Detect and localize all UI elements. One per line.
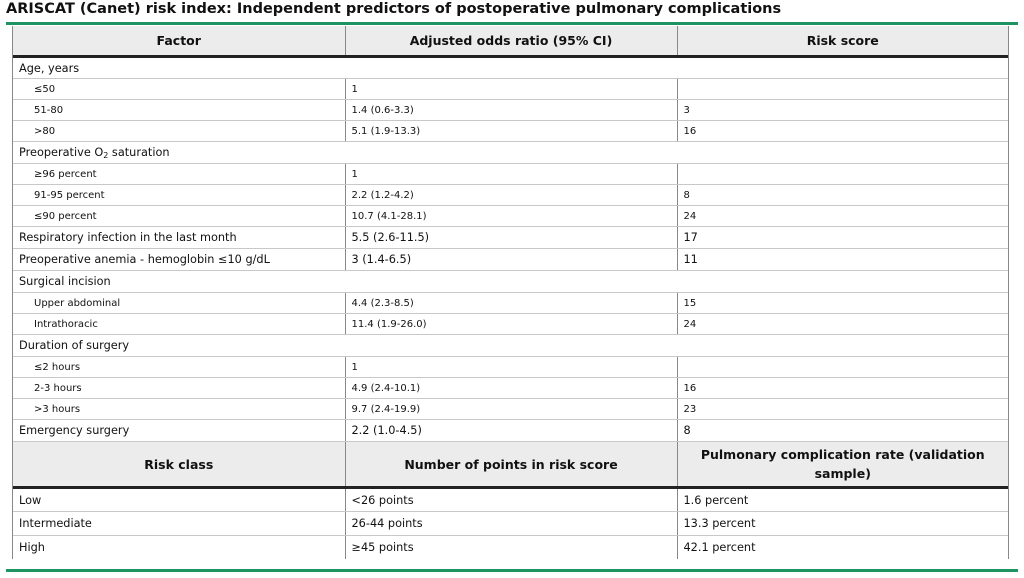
risk-score-cell: 11 bbox=[677, 249, 1008, 271]
category-label: Age, years bbox=[13, 57, 1008, 79]
top-accent-rule bbox=[6, 22, 1018, 25]
category-row-age bbox=[13, 57, 1008, 79]
odds-ratio-cell: 5.1 (1.9-13.3) bbox=[345, 121, 677, 142]
odds-ratio-cell: 3 (1.4-6.5) bbox=[345, 249, 677, 271]
risk-score-cell bbox=[677, 164, 1008, 185]
factor-cell: Upper abdominal bbox=[13, 293, 345, 314]
risk-score-cell bbox=[677, 357, 1008, 378]
points-cell: ≥45 points bbox=[345, 536, 677, 560]
header-risk-class: Risk class bbox=[13, 442, 345, 488]
table-row-emergency-surgery bbox=[13, 420, 1008, 442]
odds-ratio-cell: 1 bbox=[345, 164, 677, 185]
risk-score-cell: 3 bbox=[677, 100, 1008, 121]
odds-ratio-cell: 10.7 (4.1-28.1) bbox=[345, 206, 677, 227]
table-row-anemia bbox=[13, 249, 1008, 271]
predictors-header-row bbox=[13, 26, 1008, 57]
category-row-oxygen-saturation bbox=[13, 142, 1008, 164]
table-row bbox=[13, 357, 1008, 378]
odds-ratio-cell: 1 bbox=[345, 79, 677, 100]
table-row bbox=[13, 79, 1008, 100]
risk-score-cell: 24 bbox=[677, 314, 1008, 335]
factor-cell: >80 bbox=[13, 121, 345, 142]
risk-class-cell: Intermediate bbox=[13, 512, 345, 536]
ariscat-table bbox=[12, 26, 1009, 559]
header-risk-score: Risk score bbox=[677, 26, 1008, 57]
factor-cell: 51-80 bbox=[13, 100, 345, 121]
rate-cell: 13.3 percent bbox=[677, 512, 1008, 536]
header-factor: Factor bbox=[13, 26, 345, 57]
bottom-accent-rule bbox=[6, 569, 1018, 572]
rate-cell: 42.1 percent bbox=[677, 536, 1008, 560]
risk-score-cell bbox=[677, 79, 1008, 100]
table-row bbox=[13, 399, 1008, 420]
table-row bbox=[13, 378, 1008, 399]
factor-cell: Preoperative anemia - hemoglobin ≤10 g/dL bbox=[13, 249, 345, 271]
category-label: Surgical incision bbox=[13, 271, 1008, 293]
rate-cell: 1.6 percent bbox=[677, 488, 1008, 512]
factor-cell: >3 hours bbox=[13, 399, 345, 420]
risk-score-cell: 23 bbox=[677, 399, 1008, 420]
factor-cell: ≤90 percent bbox=[13, 206, 345, 227]
points-cell: 26-44 points bbox=[345, 512, 677, 536]
category-label: Duration of surgery bbox=[13, 335, 1008, 357]
header-odds-ratio: Adjusted odds ratio (95% CI) bbox=[345, 26, 677, 57]
table-row bbox=[13, 100, 1008, 121]
table-row bbox=[13, 121, 1008, 142]
risk-score-cell: 17 bbox=[677, 227, 1008, 249]
predictors-table bbox=[13, 26, 1008, 559]
table-row bbox=[13, 314, 1008, 335]
risk-row-high bbox=[13, 536, 1008, 560]
header-complication-rate: Pulmonary complication rate (validation sample) bbox=[677, 442, 1008, 488]
odds-ratio-cell: 9.7 (2.4-19.9) bbox=[345, 399, 677, 420]
factor-cell: Respiratory infection in the last month bbox=[13, 227, 345, 249]
risk-row-intermediate bbox=[13, 512, 1008, 536]
points-cell: <26 points bbox=[345, 488, 677, 512]
table-row-respiratory-infection bbox=[13, 227, 1008, 249]
factor-cell: ≤2 hours bbox=[13, 357, 345, 378]
factor-cell: ≥96 percent bbox=[13, 164, 345, 185]
risk-score-cell: 24 bbox=[677, 206, 1008, 227]
factor-cell: 91-95 percent bbox=[13, 185, 345, 206]
category-row-duration bbox=[13, 335, 1008, 357]
odds-ratio-cell: 4.4 (2.3-8.5) bbox=[345, 293, 677, 314]
odds-ratio-cell: 4.9 (2.4-10.1) bbox=[345, 378, 677, 399]
table-row bbox=[13, 206, 1008, 227]
table-title: ARISCAT (Canet) risk index: Independent predictors of postoperative pulmonary complications bbox=[6, 1, 782, 17]
factor-cell: Intrathoracic bbox=[13, 314, 345, 335]
table-row bbox=[13, 185, 1008, 206]
risk-row-low bbox=[13, 488, 1008, 512]
odds-ratio-cell: 2.2 (1.0-4.5) bbox=[345, 420, 677, 442]
odds-ratio-cell: 2.2 (1.2-4.2) bbox=[345, 185, 677, 206]
header-points: Number of points in risk score bbox=[345, 442, 677, 488]
odds-ratio-cell: 1.4 (0.6-3.3) bbox=[345, 100, 677, 121]
factor-cell: ≤50 bbox=[13, 79, 345, 100]
risk-score-cell: 16 bbox=[677, 378, 1008, 399]
table-row bbox=[13, 293, 1008, 314]
odds-ratio-cell: 5.5 (2.6-11.5) bbox=[345, 227, 677, 249]
risk-class-cell: High bbox=[19, 541, 45, 554]
risk-score-cell: 8 bbox=[677, 420, 1008, 442]
risk-class-cell: Low bbox=[13, 488, 345, 512]
category-label: Preoperative $O_2$ saturation bbox=[13, 142, 1008, 164]
odds-ratio-cell: 11.4 (1.9-26.0) bbox=[345, 314, 677, 335]
category-row-surgical-incision bbox=[13, 271, 1008, 293]
factor-cell: 2-3 hours bbox=[13, 378, 345, 399]
risk-score-cell: 15 bbox=[677, 293, 1008, 314]
risk-class-header-row bbox=[13, 442, 1008, 488]
table-row bbox=[13, 164, 1008, 185]
risk-score-cell: 16 bbox=[677, 121, 1008, 142]
risk-score-cell: 8 bbox=[677, 185, 1008, 206]
factor-cell: Emergency surgery bbox=[13, 420, 345, 442]
odds-ratio-cell: 1 bbox=[345, 357, 677, 378]
